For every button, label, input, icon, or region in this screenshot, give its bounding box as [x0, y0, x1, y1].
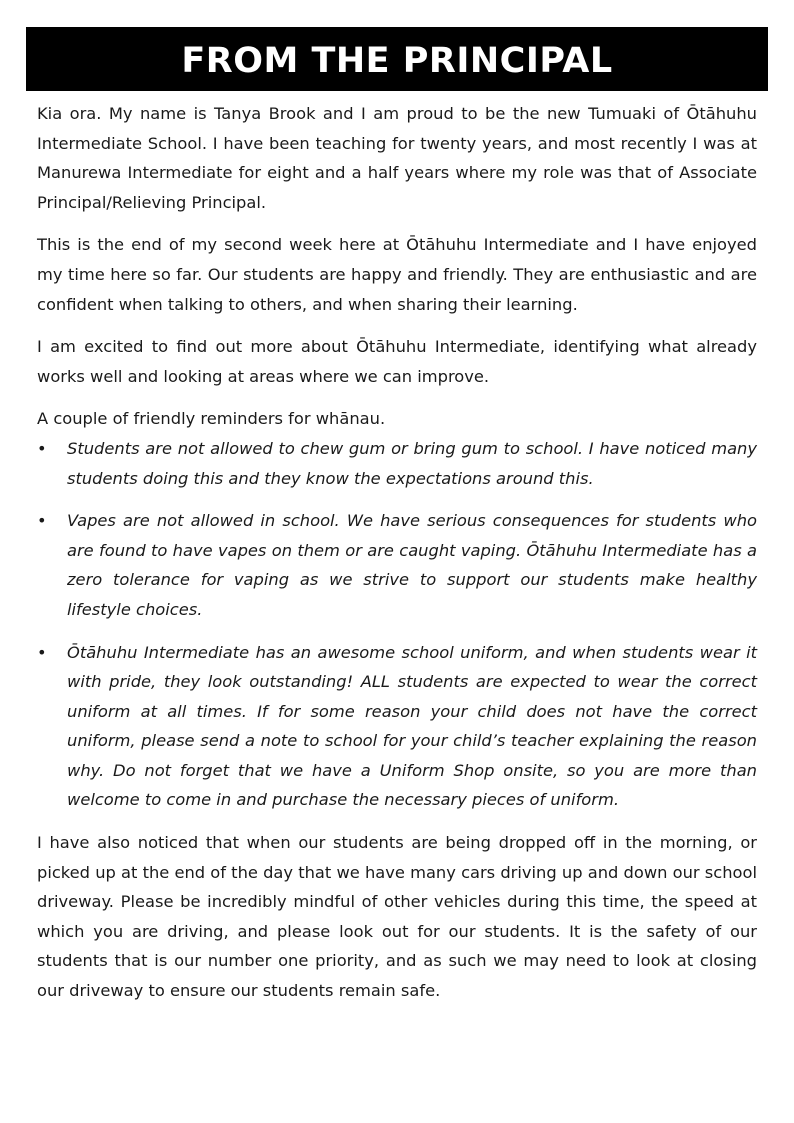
- reminders-list: [37, 434, 757, 815]
- reminder-text: Vapes are not allowed in school. We have serious consequences for students who are found to have vapes on them or are caught vaping. Ōtāhuhu Intermediate has a zero tolerance for vaping as we strive to support our students make healthy lifestyle choices.: [67, 511, 757, 619]
- reminder-item-gum: [37, 434, 757, 493]
- bullet-icon: •: [37, 642, 47, 662]
- article-body: [37, 99, 757, 1019]
- driveway-safety-paragraph: I have also noticed that when our students are being dropped off in the morning, or picked up at the end of the day that we have many cars driving up and down our school driveway. Please be incredibly mindful of other vehicles during this time, the speed at which you are driving, and please look out for our students. It is the safety of our students that is our number one priority, and as such we may need to look at closing our driveway to ensure our students remain safe.: [37, 833, 757, 1001]
- reminder-text: Students are not allowed to chew gum or bring gum to school. I have noticed many students doing this and they know the expectations around this.: [67, 438, 757, 488]
- intro-paragraph: Kia ora. My name is Tanya Brook and I am proud to be the new Tumuaki of Ōtāhuhu Intermediate School. I have been teaching for twenty years, and most recently I was at Manurewa Intermediate for eight and a half years where my role was that of Associate Principal/Relieving Principal.: [37, 104, 757, 212]
- reminder-item-vapes: [37, 506, 757, 624]
- bullet-icon: •: [37, 511, 47, 531]
- reminder-text: Ōtāhuhu Intermediate has an awesome school uniform, and when students wear it with pride, they look outstanding! ALL students are expected to wear the correct uniform at all times. If for some reason your child does not have the correct uniform, please send a note to school for your child’s teacher explaining the reason why. Do not forget that we have a Uniform Shop onsite, so you are more than welcome to come in and purchase the necessary pieces of uniform.: [67, 642, 757, 810]
- reminders-intro: A couple of friendly reminders for whānau.: [37, 409, 386, 429]
- page-header-banner: [26, 27, 768, 91]
- bullet-icon: •: [37, 438, 47, 458]
- page-title: FROM THE PRINCIPAL: [181, 40, 613, 81]
- improvement-paragraph: I am excited to find out more about Ōtāhuhu Intermediate, identifying what already works well and looking at areas where we can improve.: [37, 337, 757, 386]
- reminder-item-uniform: [37, 638, 757, 816]
- second-week-paragraph: This is the end of my second week here at Ōtāhuhu Intermediate and I have enjoyed my time here so far. Our students are happy and friendly. They are enthusiastic and are confident when talking to others, and when sharing their learning.: [37, 235, 757, 314]
